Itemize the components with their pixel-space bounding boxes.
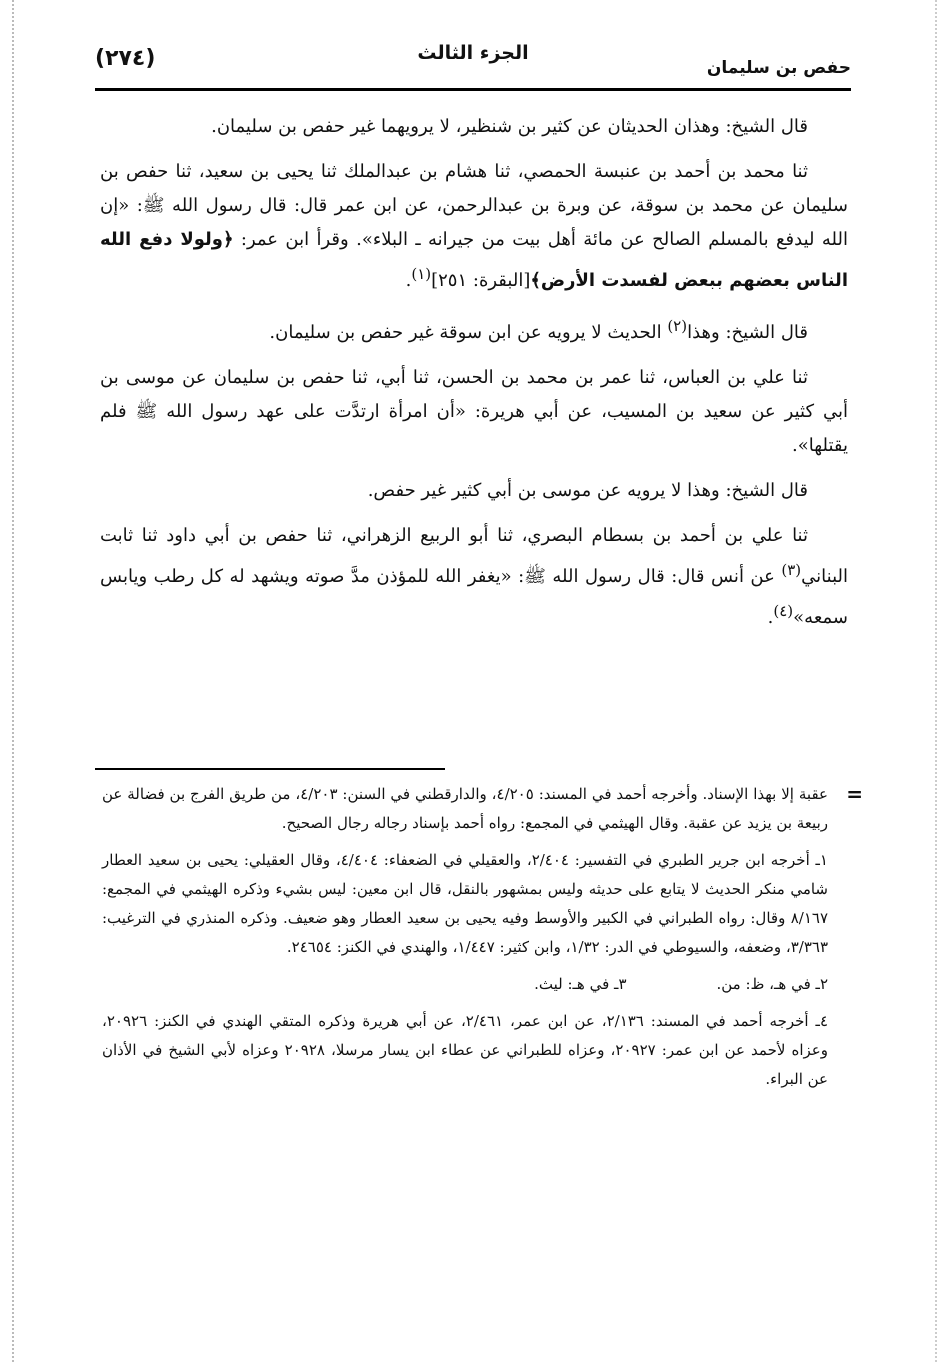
footnote-2: ٢ـ في هـ، ظ: من. (716, 975, 828, 993)
footnote-continuation: عقبة إلا بهذا الإسناد. وأخرجه أحمد في المسند: ٤/٢٠٥، والدارقطني في السنن: ٤/٢٠٣، من طريق الفرج بن فضالة عن ربيعة بن يزيد عن عقبة. وقال الهيثمي في المجمع: رواه أحمد بإسناد رجاله رجال الصحيح. (102, 785, 828, 832)
page-number: (٢٧٤) (95, 46, 156, 71)
hadith-chain: ثنا علي بن أحمد بن بسطام البصري، ثنا أبو الربيع الزهراني، ثنا حفص بن أبي داود ثنا ثابت البناني (100, 525, 848, 587)
footnote-row (102, 970, 828, 999)
page-header (95, 40, 851, 82)
footnote-4: ٤ـ أخرجه أحمد في المسند: ٢/١٣٦، عن ابن عمر، ٢/٤٦١، عن أبي هريرة وذكره المتقي الهندي في الكنز: ٢٠٩٢٦، وعزاه لأحمد عن ابن عمر: ٢٠٩٢٧، وعزاه للطبراني عن عطاء ابن يسار مرسلا، ٢٠٩٢٨ وعزاه لأبي الشيخ في الأذان عن البراء. (102, 1012, 829, 1088)
scan-edge-right (935, 0, 937, 1362)
footnote-1: ١ـ أخرجه ابن جرير الطبري في التفسير: ٢/٤٠٤، والعقيلي في الضعفاء: ٤/٤٠٤، وقال العقيلي: يحيى بن سعيد العطار شامي منكر الحديث لا يتابع على حديثه وليس بمشهور بالنقل، قال ابن معين: ليس بشيء وذكره الهيثمي في المجمع: ٨/١٦٧ وقال: رواه الطبراني في الكبير والأوسط وفيه يحيى بن سعيد العطار وهو ضعيف. وذكره المنذري في الترغيب: ٣/٣٦٣، وضعفه، والسيوطي في الدر: ١/٣٢، وابن كثير: ١/٤٤٧، والهندي في الكنز: ٢٤٦٥٤. (102, 851, 828, 956)
paragraph: قال الشيخ: وهذا لا يرويه عن موسى بن أبي كثير غير حفص. (367, 480, 808, 501)
scan-edge-left (12, 0, 14, 1362)
paragraph: قال الشيخ: وهذان الحديثان عن كثير بن شنظير، لا يرويهما غير حفص بن سليمان. (211, 116, 808, 137)
footnote-ref: (٣) (781, 561, 802, 579)
continuation-marker: = (846, 782, 863, 806)
paragraph: ثنا محمد بن أحمد بن عنبسة الحمصي، ثنا هشام بن عبدالملك ثنا يحيى بن سعيد، ثنا حفص بن سليمان عن محمد بن سوقة، عن وبرة بن عبدالرحمن، عن ابن عمر قال: قال رسول الله ﷺ: «إن الله ليدفع بالمسلم الصالح عن مائة أهل بيت من جيرانه ـ البلاء». وقرأ ابن عمر: ﴿ولولا دفع الله الناس بعضهم ببعض لفسدت الأرض﴾[البقرة: ٢٥١]$^{(١)}$. (100, 161, 848, 291)
sheikh-comment-rest: الحديث لا يرويه عن ابن سوقة غير حفص بن سليمان. (269, 322, 668, 343)
running-title: حفص بن سليمان (706, 58, 851, 78)
sheikh-comment: قال الشيخ: وهذا (687, 322, 808, 343)
footnote-ref: (٤) (773, 602, 794, 620)
hadith-text: عن أنس قال: قال رسول الله ﷺ: «يغفر الله للمؤذن مدَّ صوته ويشهد له كل رطب ويابس سمعه» (100, 566, 848, 628)
footnote-separator (95, 768, 445, 770)
hadith-text: ثنا محمد بن أحمد بن عنبسة الحمصي، ثنا هشام بن عبدالملك ثنا يحيى بن سعيد، ثنا حفص بن سليمان عن محمد بن سوقة، عن وبرة بن عبدالرحمن، عن ابن عمر قال: قال رسول الله ﷺ: «إن الله ليدفع بالمسلم الصالح عن مائة أهل بيت من جيرانه ـ البلاء». وقرأ ابن عمر: (100, 161, 848, 250)
footnote-3: ٣ـ في هـ: ليث. (534, 975, 627, 993)
main-text (100, 110, 848, 646)
footnote-ref: (١) (411, 265, 432, 283)
header-rule (95, 88, 851, 91)
footnote-ref: (٢) (667, 317, 688, 335)
volume-title: الجزء الثالث (417, 42, 529, 64)
verse-reference: [البقرة: ٢٥١] (431, 270, 531, 291)
paragraph: ثنا علي بن العباس، ثنا عمر بن محمد بن الحسن، ثنا أبي، ثنا حفص بن سليمان عن موسى بن أبي كثير عن سعيد بن المسيب، عن أبي هريرة: «أن امرأة ارتدَّت على عهد رسول الله ﷺ فلم يقتلها». (100, 367, 848, 456)
footnotes (102, 780, 828, 1102)
paragraph (100, 309, 848, 350)
quran-verse: ﴿ولولا دفع الله الناس بعضهم ببعض لفسدت الأرض﴾ (100, 229, 848, 291)
paragraph: ثنا علي بن أحمد بن بسطام البصري، ثنا أبو الربيع الزهراني، ثنا حفص بن أبي داود ثنا ثابت البناني$^{(٣)}$ عن أنس قال: قال رسول الله ﷺ: «يغفر الله للمؤذن مدَّ صوته ويشهد له كل رطب ويابس سمعه»$^{(٤)}$. (100, 525, 848, 628)
